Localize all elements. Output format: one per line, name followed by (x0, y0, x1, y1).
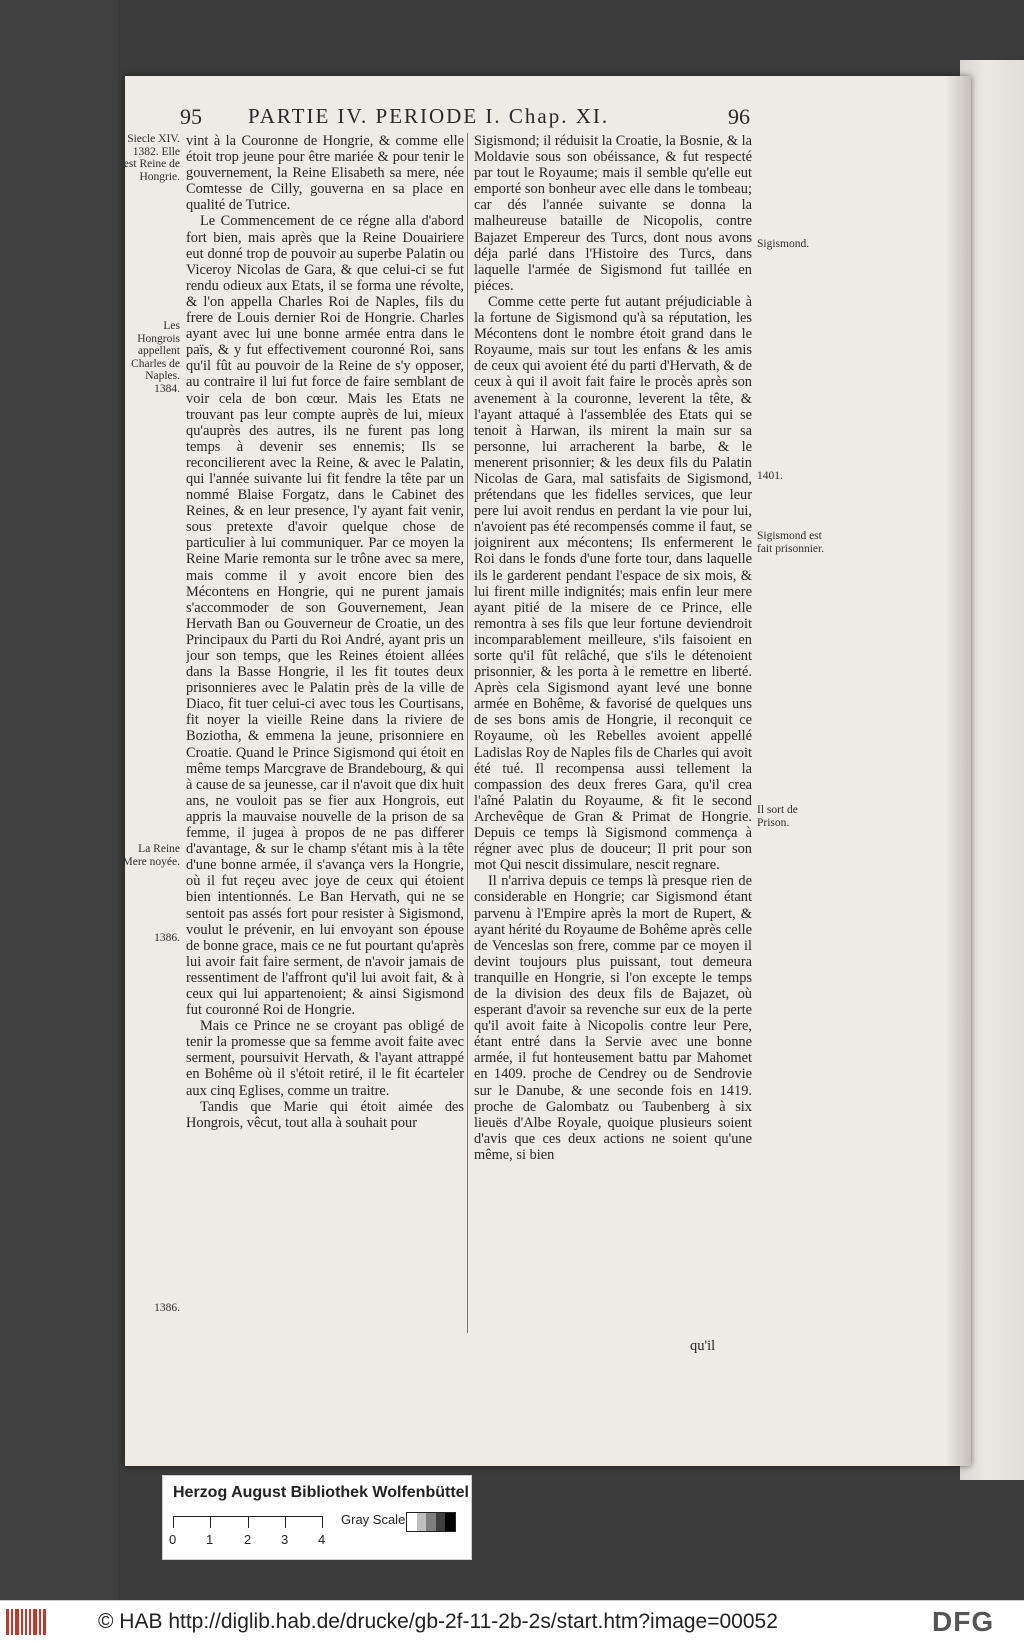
margin-note-right: Sigismond. (757, 238, 810, 250)
page-gutter-shadow (945, 76, 971, 1466)
viewer-left-band (0, 0, 118, 1600)
text-column-right (474, 133, 752, 1343)
margin-note-left: 1386. (154, 1302, 180, 1314)
margin-note-left: Siecle XIV. 1382. Elle est Reine de Hongrie. (123, 133, 180, 183)
ruler-ticks (173, 1516, 323, 1528)
margin-note-right: Sigismond est fait prisonnier. (757, 530, 825, 555)
hab-logo-icon (6, 1609, 46, 1635)
chapter-title: PARTIE IV. PERIODE I. Chap. XI. (248, 104, 610, 128)
footer-bar (0, 1600, 1024, 1641)
column-divider (467, 133, 468, 1333)
paragraph: Comme cette perte fut autant préjudiciable à la fortune de Sigismond qu'à sa réputation, les Mécontens dont le nombre étoit grand dans le Royaume, mais sur tout les enfans & les amis de ceux qui avoient été du parti d'Hervath, & de ceux à qui il avoit fait faire le procès après son avenement à la couronne, leverent la tête, & l'ayant attaqué à l'assemblée des Etats qui se tenoit à Harwan, ils mirent la main sur sa personne, lui arracherent la barbe, & le menerent prisonnier; & les deux fils du Palatin Nicolas de Gara, mal satisfaits de Sigismond, prétendans que les fidelles services, que leur pere lui avoit rendus en perdant la vie pour lui, n'avoient pas été recompensés comme il faut, se joignirent aux mécontens; Ils enfermerent le Roi dans le fonds d'une forte tour, dans laquelle ils le garderent pendant l'espace de six mois, & lui firent mille indignités; mais enfin leur mere ayant pitié de la misere de ce Prince, elle remontra à ses fils que leur fortune deviendroit incomparablement meilleure, s'ils faisoient en sorte qu'il fût relâché, que s'ils le détenoient prisonnier, & les porta à le remettre en liberté. Après cela Sigismond ayant levé une bonne armée en Bohême, & favorisé de quelques uns de ses bons amis de Hongrie, il reconquit ce Royaume, où les Rebelles avoient appellé Ladislas Roy de Naples fils de Charles qui avoit été tué. Il recompensa aussi tellement la compassion des deux freres Gara, qu'il crea l'aîné Palatin du Royaume, & fit le second Archevêque de Gran & Primat de Hongrie. Depuis ce temps là Sigismond commença à régner avec plus de douceur; Il prit pour son mot Qui nescit dissimulare, nescit regnare. (474, 293, 752, 874)
ruler-numbers (169, 1532, 339, 1548)
margin-note-left: La Reine Mere noyée. (122, 843, 180, 868)
gray-scale-label: Gray Scale (341, 1512, 406, 1527)
page-number-left: 95 (180, 104, 202, 129)
text-column-left (186, 133, 464, 1343)
library-name: Herzog August Bibliothek Wolfenbüttel (173, 1484, 469, 1501)
gray-scale-swatch (406, 1512, 456, 1532)
ruler-number: 0 (169, 1532, 177, 1547)
paragraph: Sigismond; il réduisit la Croatie, la Bosnie, & la Moldavie sous son obéissance, & fut respecté par tout le Royaume; mais il semble qu'elle eut emporté son bonheur avec elle dans le tombeau; car dés l'année suivante se donna la malheureuse bataille de Nicopolis, contre Bajazet Empereur des Turcs, dont nous avons déja parlé dans l'Histoire des Turcs, dans laquelle l'armée de Sigismond fut taillée en piéces. (474, 133, 752, 294)
ruler-number: 1 (206, 1532, 214, 1547)
ruler-number: 3 (281, 1532, 289, 1547)
margin-note-right: Il sort de Prison. (757, 804, 798, 829)
catchword: qu'il (690, 1338, 716, 1354)
paragraph: Mais ce Prince ne se croyant pas obligé de tenir la promesse que sa femme avoit faite avec serment, poursuivit Hervath, & l'ayant attrappé en Bohême où il s'étoit retiré, il le fit écarteler aux cinq Eglises, comme un traitre. (186, 1018, 464, 1099)
color-scale-card (162, 1475, 472, 1560)
margin-note-right: 1401. (757, 470, 783, 482)
source-url[interactable]: © HAB http://diglib.hab.de/drucke/gb-2f-11-2b-2s/start.htm?image=00052 (98, 1610, 778, 1633)
dfg-logo: DFG (932, 1606, 995, 1637)
ruler-number: 4 (318, 1532, 326, 1547)
paragraph: Il n'arriva depuis ce temps là presque rien de considerable en Hongrie; car Sigismond étant parvenu à l'Empire après la mort de Rupert, & ayant hérité du Royaume de Bohême après celle de Venceslas son frere, comme par ce moyen il devint toujours plus puissant, tout demeura tranquille en Hongrie, si l'on excepte le temps de la division des deux fils de Bajazet, où esperant d'avoir sa revenche sur eux de la perte qu'il avoit faite à Nicopolis contre leur Pere, étant entré dans la Servie avec une bonne armée, il fut honteusement battu par Mahomet en 1409. proche de Cendrey ou de Sendrovie sur le Danube, & une seconde fois en 1419. proche de Galombatz ou Taubenberg à six lieuës d'Albe Royale, quoique plusieurs soient d'avis que ces deux actions ne soient qu'une même, si bien (474, 873, 752, 1163)
paragraph: Tandis que Marie qui étoit aimée des Hongrois, vêcut, tout alla à souhait pour (186, 1098, 464, 1131)
paragraph: Le Commencement de ce régne alla d'abord fort bien, mais après que la Reine Douairiere eut donné trop de pouvoir au superbe Palatin ou Viceroy Nicolas de Gara, & que celui-ci se fut rendu odieux aux Etats, il se forma une révolte, & l'on appella Charles Roi de Naples, fils du frere de Louis dernier Roi de Hongrie. Charles ayant avec lui une bonne armée entra dans le païs, & y fut effectivement couronné Roi, sans qu'il fût au pouvoir de la Reine de s'y opposer, au contraire il lui fut force de faire semblant de voir cela de bon cœur. Mais les Etats ne trouvant pas leur compte auprès de lui, mieux qu'auprès des autres, ils ne furent pas long temps à devenir ses ennemis; Ils se reconcilierent avec la Reine, & avec le Palatin, qui l'année suivante lui fit fendre la tête par un nommé Blaise Forgatz, dans le Cabinet des Reines, & en leur presence, l'y ayant fait venir, sous pretexte d'avoir quelque chose de particulier à lui communiquer. Par ce moyen la Reine Marie remonta sur le trône avec sa mere, mais comme il y avoit encore bien des Mécontens en Hongrie, qui ne purent jamais s'accommoder de son Gouvernement, Jean Hervath Ban ou Gouverneur de Croatie, un des Principaux du Parti du Roi André, ayant pris un jour son temps, que les Reines étoient allées dans la Basse Hongrie, il les fit toutes deux prisonnieres avec le Palatin près de la ville de Diaco, fit tuer celui-ci avec tous les Courtisans, fit noyer la vieille Reine dans la riviere de Boziotha, & emmena la jeune, prisonniere en Croatie. Quand le Prince Sigismond qui étoit en même temps Marcgrave de Brandebourg, & qui à cause de sa jeunesse, car il n'avoit que dix huit ans, ne vouloit pas se fier aux Hongrois, eut appris la mauvaise nouvelle de la prison de sa femme, il jugea à propos de ne pas differer d'avantage, & sur le champ s'étant mis à la tête d'une bonne armée, il s'avança vers la Hongrie, où il fut reçeu avec joye de ceux qui étoient bien intentionnés. Le Ban Hervath, qui ne se sentoit pas assés fort pour resister à Sigismond, voulut le prévenir, en lui envoyant son épouse de bonne grace, mais ce ne fut pourtant qu'après lui avoir fait faire serment, de n'avoir jamais de ressentiment de l'affront qu'il lui avoit fait, & à ceux qui lui appartenoient; & ainsi Sigismond fut couronné Roi de Hongrie. (186, 213, 464, 1019)
paragraph: vint à la Couronne de Hongrie, & comme elle étoit trop jeune pour être mariée & pour tenir le gouvernement, la Reine Elisabeth sa mere, née Comtesse de Cilly, gouverna en sa place en qualité de Tutrice. (186, 133, 464, 214)
running-head (180, 104, 750, 130)
page-number-right: 96 (728, 104, 750, 129)
margin-note-left: 1386. (154, 932, 180, 944)
ruler-number: 2 (244, 1532, 252, 1547)
margin-note-left: Les Hongrois appellent Charles de Naples. 1384. (131, 320, 180, 395)
